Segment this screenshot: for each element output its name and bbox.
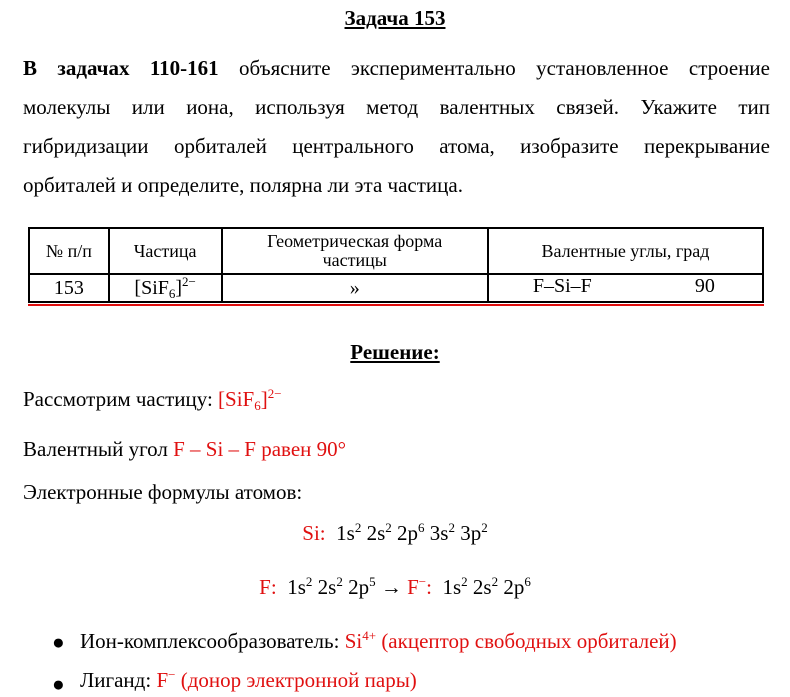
cell-shape: » <box>222 274 488 302</box>
task-title: Задача 153 <box>344 6 446 30</box>
consider-line: Рассмотрим частицу: $[SiF_6]^{2-}$ <box>23 386 282 413</box>
bullet-marker: ● <box>52 672 65 696</box>
angle-bond: F–Si–F <box>532 275 592 297</box>
task-text-line-4: орбиталей и определите, полярна ли эта частица. <box>23 173 463 197</box>
header-shape: Геометрическая форма частицы <box>222 228 488 274</box>
header-particle: Частица <box>109 228 222 274</box>
f-formula: F: $1s^2$ $2s^2$ $2p^5 \to F^-$: $1s^2$ $2s^2$ $2p^6$ <box>259 574 531 599</box>
electronic-label: Электронные формулы атомов: <box>23 480 303 504</box>
task-table <box>28 227 764 303</box>
si-formula: Si: $1s^2$ $2s^2$ $2p^6$ $3s^2$ $3p^2$ <box>302 520 488 545</box>
task-bold-prefix: В задачах 110-161 <box>23 56 219 80</box>
bullet-complex-former: Ион-комплексообразователь: $Si^{4+}$ (акцептор свободных орбиталей) <box>80 628 677 653</box>
task-text-line-2: молекулы или иона, используя метод валентных связей. Укажите тип <box>23 95 770 119</box>
solution-title: Решение: <box>350 340 440 364</box>
bullet-marker: ● <box>52 630 65 654</box>
cell-particle: $[SiF_6]^{2-}$ <box>109 274 222 302</box>
task-text-line-3: гибридизации орбиталей центрального атома, изобразите перекрывание <box>23 134 770 158</box>
header-angles: Валентные углы, град <box>488 228 763 274</box>
table-red-underline <box>28 304 764 306</box>
table-header-row <box>29 228 763 274</box>
angle-line: Валентный угол F – Si – F равен 90° <box>23 437 347 461</box>
header-num: № п/п <box>29 228 109 274</box>
angle-value: 90 <box>694 275 715 297</box>
cell-angles <box>488 274 763 302</box>
task-text-line-1: В задачах 110-161 объясните экспериментально установленное строение <box>23 56 770 80</box>
bullet-ligand: Лиганд: F− (донор электронной пары) <box>80 667 417 692</box>
cell-num: 153 <box>29 274 109 302</box>
table-row <box>29 274 763 302</box>
